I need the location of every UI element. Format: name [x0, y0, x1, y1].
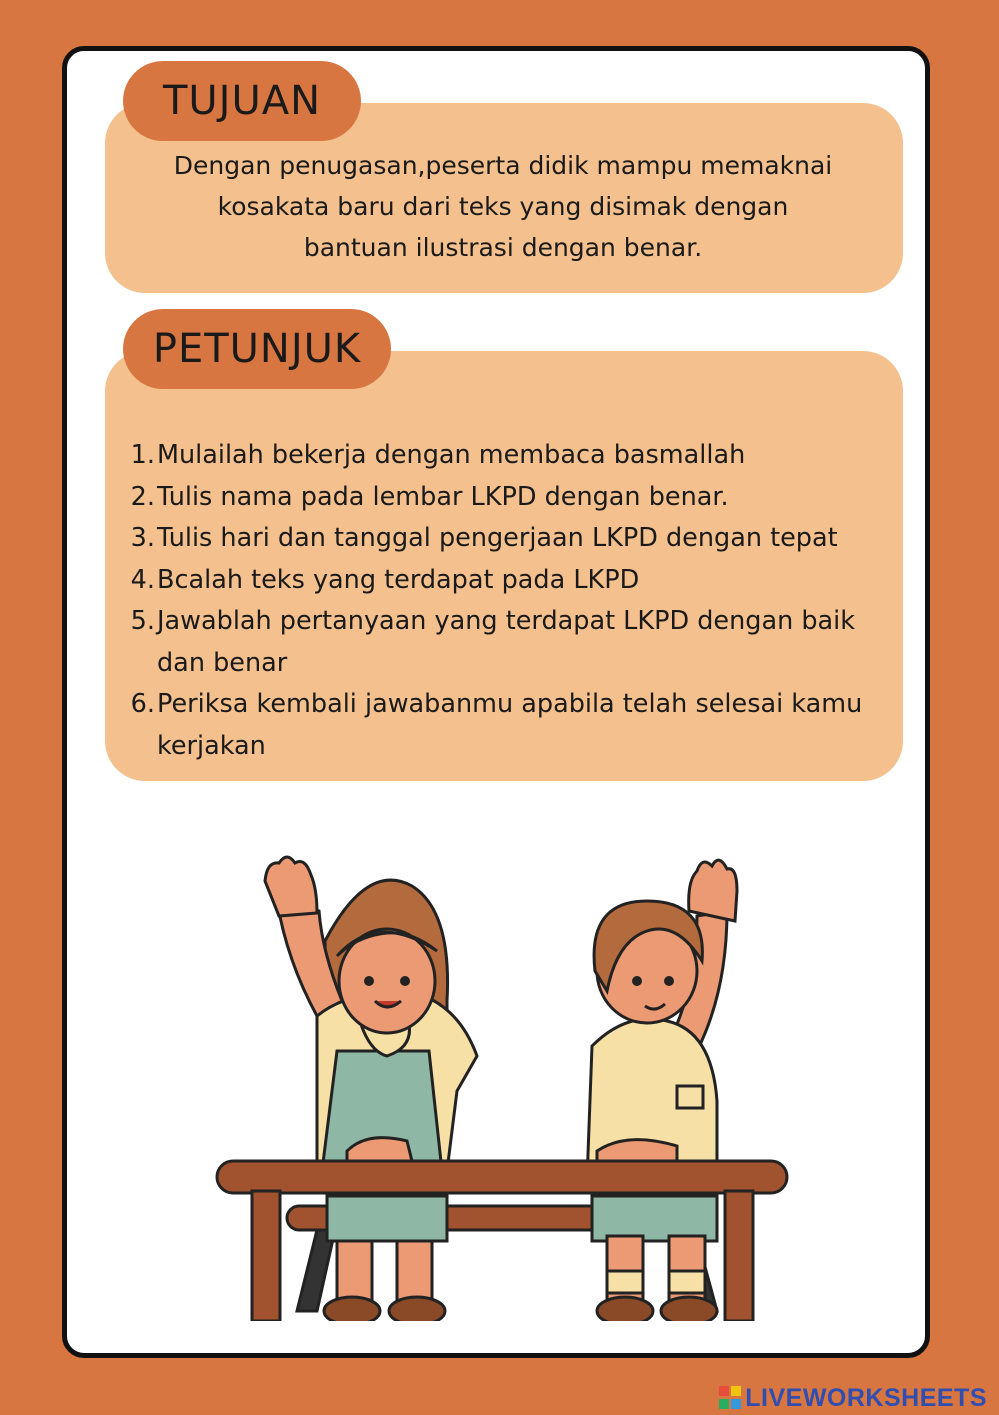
step-number: 5. [130, 606, 155, 636]
step-number: 4. [130, 564, 155, 595]
petunjuk-title: PETUNJUK [123, 309, 391, 389]
step-number: 6. [130, 689, 155, 719]
step-number: 1. [130, 440, 155, 470]
list-item [127, 560, 903, 602]
tujuan-line: Dengan penugasan,peserta didik mampu memaknai [173, 151, 833, 180]
worksheet-card [62, 46, 930, 1358]
tujuan-line: kosakata baru dari teks yang disimak dengan [217, 192, 789, 221]
tujuan-text [137, 145, 869, 268]
petunjuk-list [127, 435, 903, 767]
step-text: Mulailah bekerja dengan membaca basmallah [157, 440, 746, 470]
tujuan-title: TUJUAN [123, 61, 361, 141]
list-item [127, 684, 903, 767]
list-item [127, 518, 903, 560]
step-number: 2. [130, 481, 155, 512]
step-number: 3. [130, 523, 155, 553]
list-item [127, 477, 903, 519]
liveworksheets-logo [719, 1385, 987, 1411]
step-text: Tulis hari dan tanggal pengerjaan LKPD dengan tepat [157, 523, 838, 553]
step-text: Tulis nama pada lembar LKPD dengan benar. [157, 481, 729, 512]
list-item [127, 435, 903, 477]
tujuan-line: bantuan ilustrasi dengan benar. [303, 233, 703, 262]
students-raising-hands-illustration [207, 841, 797, 1321]
liveworksheets-icon [719, 1386, 741, 1410]
brand-name: LIVEWORKSHEETS [745, 1383, 987, 1412]
step-text: Bcalah teks yang terdapat pada LKPD [157, 564, 640, 595]
list-item [127, 601, 903, 684]
step-text: Periksa kembali jawabanmu apabila telah selesai kamu kerjakan [157, 689, 863, 761]
step-text: Jawablah pertanyaan yang terdapat LKPD dengan baik dan benar [157, 606, 856, 678]
